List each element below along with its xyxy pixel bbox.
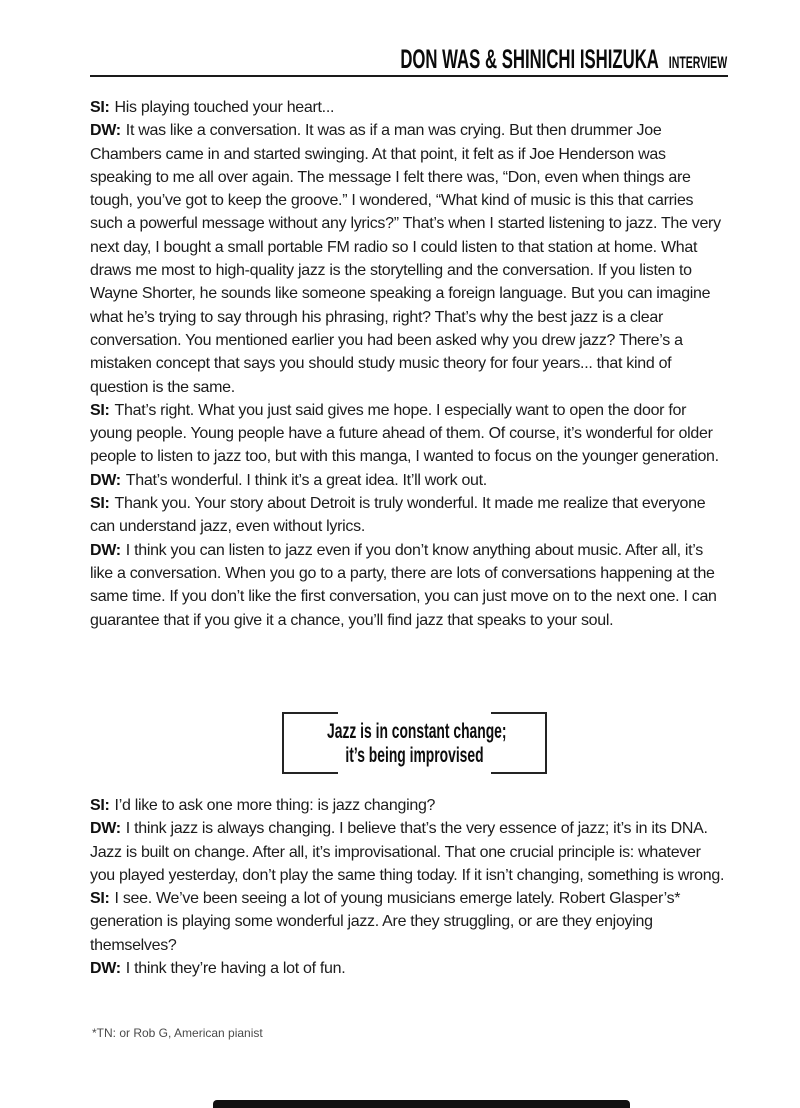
turn-text: I see. We’ve been seeing a lot of young musicians emerge lately. Robert Glasper’s* generation is playing some wonderful jazz. Are they struggling, or are they enjoying themselves? xyxy=(90,890,681,954)
interview-section-1 xyxy=(90,96,726,632)
interview-section-2 xyxy=(90,794,726,980)
speaker-label: DW: xyxy=(90,471,121,489)
turn-text: Thank you. Your story about Detroit is truly wonderful. It made me realize that everyone can understand jazz, even without lyrics. xyxy=(90,495,706,536)
speaker-label: DW: xyxy=(90,820,121,838)
turn-text: I think jazz is always changing. I believe that’s the very essence of jazz; it’s in its DNA. Jazz is built on change. After all, it’s improvisational. That one crucial principle is: whatever you played yesterday, don’t play the same thing today. If it isn’t changing, something is wrong. xyxy=(90,820,725,884)
page-header xyxy=(400,44,727,75)
speaker-label: DW: xyxy=(90,122,121,140)
pull-quote-line2: it’s being improvised xyxy=(345,744,484,767)
interview-turn xyxy=(90,469,726,492)
header-title: DON WAS & SHINICHI ISHIZUKA xyxy=(400,44,659,74)
turn-text: It was like a conversation. It was as if a man was crying. But then drummer Joe Chambers came in and started swinging. At that point, it felt as if Joe Henderson was speaking to me all over again. The message I felt there was, “Don, even when things are tough, you’ve got to keep the groove.” I wondered, “What kind of music is this that carries such a powerful message without any lyrics?” That’s when I started listening to jazz. The very next day, I bought a small portable FM radio so I could listen to that station at home. What draws me most to high-quality jazz is the storytelling and the conversation. If you listen to Wayne Shorter, he sounds like someone speaking a foreign language. But you can imagine what he’s trying to say through his phrasing, right? That’s why the best jazz is a clear conversation. You mentioned earlier you had been asked why you drew jazz? There’s a mistaken concept that says you should study music theory for four years... that kind of question is the same. xyxy=(90,122,721,396)
speaker-label: SI: xyxy=(90,401,110,419)
interview-turn xyxy=(90,794,726,817)
pull-quote-line1: Jazz is in constant change; xyxy=(327,720,507,743)
turn-text: That’s right. What you just said gives me hope. I especially want to open the door for young people. Young people have a future ahead of them. Of course, it’s wonderful for older people to listen to jazz too, but with this manga, I wanted to focus on the younger generation. xyxy=(90,401,719,466)
turn-text: I think you can listen to jazz even if you don’t know anything about music. After all, it’s like a conversation. When you go to a party, there are lots of conversations happening at the same time. If you don’t like the first conversation, you can just move on to the next one. I can guarantee that if you give it a chance, you’ll find jazz that speaks to your soul. xyxy=(90,541,717,629)
speaker-label: SI: xyxy=(90,99,110,116)
pull-quote xyxy=(282,712,547,774)
speaker-label: DW: xyxy=(90,541,121,559)
turn-text: I’d like to ask one more thing: is jazz changing? xyxy=(114,797,436,814)
interview-turn xyxy=(90,817,726,887)
footnote: *TN: or Rob G, American pianist xyxy=(92,1026,263,1040)
speaker-label: SI: xyxy=(90,797,110,814)
turn-text: That’s wonderful. I think it’s a great idea. It’ll work out. xyxy=(125,471,487,489)
bottom-bar xyxy=(213,1100,630,1108)
speaker-label: SI: xyxy=(90,890,110,908)
interview-turn xyxy=(90,492,726,539)
interview-turn xyxy=(90,887,726,957)
speaker-label: SI: xyxy=(90,495,110,513)
speaker-label: DW: xyxy=(90,960,121,978)
pull-quote-text xyxy=(327,720,507,768)
interview-turn xyxy=(90,96,726,119)
interview-turn xyxy=(90,957,726,980)
interview-turn xyxy=(90,539,726,632)
turn-text: I think they’re having a lot of fun. xyxy=(125,960,346,978)
turn-text: His playing touched your heart... xyxy=(114,99,335,116)
interview-turn xyxy=(90,119,726,399)
header-label: INTERVIEW xyxy=(668,53,727,72)
header-rule xyxy=(90,75,728,77)
interview-turn xyxy=(90,399,726,469)
